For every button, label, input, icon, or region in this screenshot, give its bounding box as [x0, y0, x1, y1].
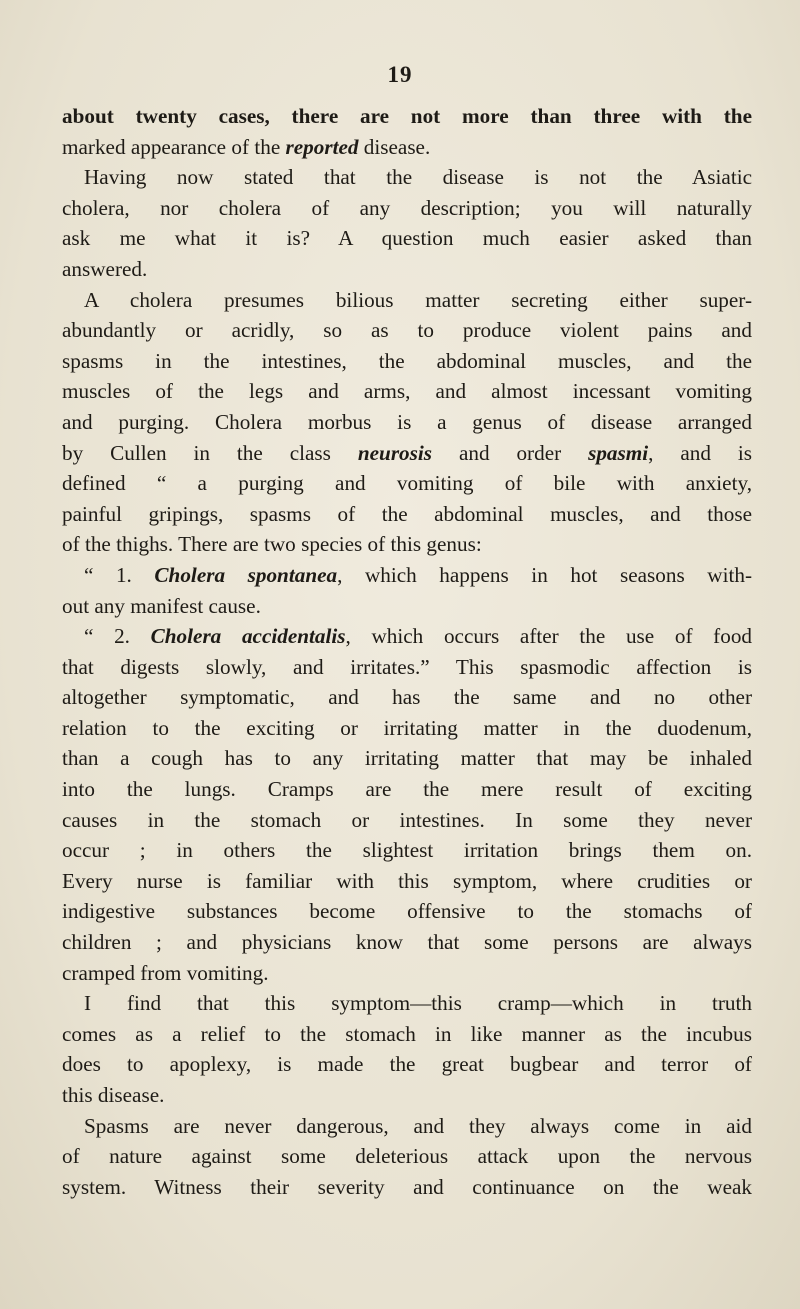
- text-line: [62, 774, 752, 805]
- text-run: by Cullen in the class: [62, 440, 358, 465]
- text-line: [62, 529, 752, 560]
- text-run: disease.: [358, 134, 431, 159]
- text-run: abundantly or acridly, so as to produce violent pains and: [62, 318, 752, 343]
- text-run: and order: [432, 440, 589, 465]
- text-line: [62, 805, 752, 836]
- text-run: “ 1.: [84, 562, 155, 587]
- text-line: [62, 346, 752, 377]
- text-run: about twenty cases, there are not more than three with the: [62, 104, 752, 128]
- text-line: [62, 1141, 752, 1172]
- text-run: cholera, nor cholera of any description; you will naturally: [62, 195, 752, 220]
- text-run: altogether symptomatic, and has the same and no other: [62, 685, 752, 710]
- text-run: does to apoplexy, is made the great bugbear and terror of: [62, 1052, 752, 1077]
- text-run: spasms in the intestines, the abdominal muscles, and the: [62, 348, 752, 373]
- text-run: comes as a relief to the stomach in like manner as the incubus: [62, 1021, 752, 1046]
- text-run: that digests slowly, and irritates.” This spasmodic affection is: [62, 654, 752, 679]
- text-run: system. Witness their severity and continuance on the weak: [62, 1174, 752, 1199]
- text-line: [62, 468, 752, 499]
- text-line: [62, 866, 752, 897]
- text-line: [62, 560, 752, 591]
- text-run: muscles of the legs and arms, and almost incessant vomiting: [62, 379, 752, 404]
- text-run: , which happens in hot seasons with-: [337, 562, 752, 587]
- text-line: [62, 132, 752, 163]
- italic-term: Cholera accidentalis: [150, 624, 346, 649]
- text-run: ask me what it is? A question much easier asked than: [62, 226, 752, 251]
- text-line: [62, 591, 752, 622]
- text-run: , and is: [648, 440, 752, 465]
- text-line: [62, 1111, 752, 1142]
- text-line: [62, 988, 752, 1019]
- text-line: [62, 499, 752, 530]
- text-run: Having now stated that the disease is not the Asiatic: [84, 165, 752, 190]
- text-run: A cholera presumes bilious matter secreting either super-: [84, 287, 752, 312]
- text-line: [62, 1172, 752, 1203]
- text-run: of nature against some deleterious attack upon the nervous: [62, 1144, 752, 1169]
- text-run: defined “ a purging and vomiting of bile with anxiety,: [62, 471, 752, 496]
- text-line: [62, 285, 752, 316]
- text-line: [62, 376, 752, 407]
- text-run: I find that this symptom—this cramp—which in truth: [84, 991, 752, 1016]
- text-run: marked appearance of the: [62, 134, 286, 159]
- text-line: [62, 1049, 752, 1080]
- text-line: [62, 162, 752, 193]
- text-run: , which occurs after the use of food: [345, 624, 752, 649]
- text-line: [62, 652, 752, 683]
- text-line: [62, 621, 752, 652]
- text-line: [62, 896, 752, 927]
- text-run: of the thighs. There are two species of this genus:: [62, 532, 482, 557]
- italic-term: spasmi: [588, 440, 649, 465]
- text-line: [62, 1080, 752, 1111]
- text-line: [62, 927, 752, 958]
- text-run: out any manifest cause.: [62, 593, 261, 618]
- text-line: [62, 254, 752, 285]
- text-run: children ; and physicians know that some persons are always: [62, 930, 752, 955]
- italic-term: neurosis: [357, 440, 433, 465]
- text-run: and purging. Cholera morbus is a genus of disease arranged: [62, 409, 752, 434]
- text-run: “ 2.: [84, 624, 151, 649]
- text-run: into the lungs. Cramps are the mere result of exciting: [62, 777, 752, 802]
- text-line: [62, 101, 752, 132]
- text-run: indigestive substances become offensive to the stomachs of: [62, 899, 752, 924]
- text-line: [62, 407, 752, 438]
- text-line: [62, 835, 752, 866]
- text-run: Every nurse is familiar with this symptom, where crudities or: [62, 868, 752, 893]
- text-run: this disease.: [62, 1083, 165, 1107]
- text-run: occur ; in others the slightest irritation brings them on.: [62, 838, 752, 863]
- text-line: [62, 438, 752, 469]
- page-number: 19: [387, 62, 413, 87]
- text-line: [62, 223, 752, 254]
- text-run: than a cough has to any irritating matter that may be inhaled: [62, 746, 752, 771]
- text-run: painful gripings, spasms of the abdominal muscles, and those: [62, 501, 752, 526]
- text-line: [62, 958, 752, 989]
- italic-term: Cholera spontanea: [154, 562, 338, 587]
- text-line: [62, 743, 752, 774]
- italic-term: reported: [285, 134, 359, 159]
- text-line: [62, 193, 752, 224]
- text-run: answered.: [62, 256, 148, 281]
- text-line: [62, 713, 752, 744]
- text-run: relation to the exciting or irritating matter in the duodenum,: [62, 715, 752, 740]
- text-run: cramped from vomiting.: [62, 960, 269, 985]
- text-line: [62, 1019, 752, 1050]
- text-line: [62, 682, 752, 713]
- text-line: [62, 315, 752, 346]
- body-text: [62, 101, 752, 1202]
- text-run: causes in the stomach or intestines. In some they never: [62, 807, 752, 832]
- text-run: Spasms are never dangerous, and they always come in aid: [84, 1113, 752, 1138]
